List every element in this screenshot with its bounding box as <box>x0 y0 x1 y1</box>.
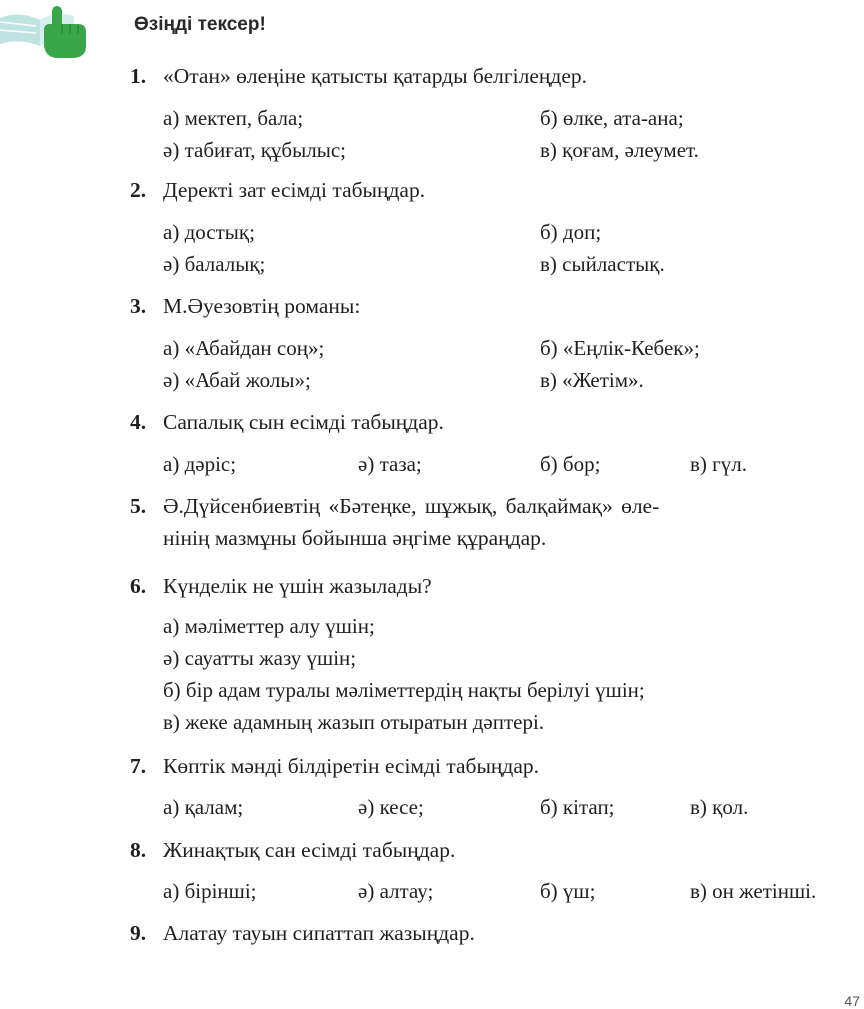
option-v: в) сыйластық. <box>540 252 665 276</box>
question-number: 2. <box>130 178 147 202</box>
question-number: 7. <box>130 754 147 778</box>
option-b: б) «Еңлік-Кебек»; <box>540 336 700 360</box>
option-b: б) бор; <box>540 452 601 476</box>
option-b: б) бір адам туралы мәліметтердің нақты берілуі үшін; <box>163 678 645 702</box>
option-ae: ә) табиғат, құбылыс; <box>163 138 346 162</box>
option-v: в) қоғам, әлеумет. <box>540 138 699 162</box>
option-v: в) қол. <box>690 795 749 819</box>
question-number: 8. <box>130 838 147 862</box>
question-text-line-1: Ә.Дүйсенбиевтің «Бәтеңке, шұжық, балқаймақ» өле- <box>163 494 660 518</box>
option-a: а) «Абайдан соң»; <box>163 336 325 360</box>
option-a: а) дәріс; <box>163 452 237 476</box>
option-ae: ә) «Абай жолы»; <box>163 368 311 392</box>
option-b: б) үш; <box>540 879 596 903</box>
option-ae: ә) кесе; <box>358 795 424 819</box>
option-v: в) жеке адамның жазып отыратын дәптері. <box>163 710 545 734</box>
pointing-hand-book-icon <box>0 0 110 70</box>
page-number: 47 <box>844 993 860 1009</box>
question-text: Жинақтық сан есімді табыңдар. <box>163 838 456 862</box>
option-b: б) өлке, ата-ана; <box>540 106 684 130</box>
question-text: Алатау тауын сипаттап жазыңдар. <box>163 921 475 945</box>
option-b: б) доп; <box>540 220 602 244</box>
question-text: М.Әуезовтің романы: <box>163 294 361 318</box>
option-a: а) қалам; <box>163 795 244 819</box>
question-number: 9. <box>130 921 147 945</box>
question-text: Сапалық сын есімді табыңдар. <box>163 410 444 434</box>
question-number: 3. <box>130 294 147 318</box>
page-heading: Өзіңді тексер! <box>134 14 266 35</box>
option-v: в) гүл. <box>690 452 748 476</box>
option-a: а) мәліметтер алу үшін; <box>163 614 375 638</box>
question-text: Күнделік не үшін жазылады? <box>163 574 432 598</box>
question-number: 6. <box>130 574 147 598</box>
option-a: а) мектеп, бала; <box>163 106 304 130</box>
option-b: б) кітап; <box>540 795 615 819</box>
option-a: а) достық; <box>163 220 255 244</box>
question-text-line-2: нінің мазмұны бойынша әңгіме құраңдар. <box>163 526 547 550</box>
option-v: в) «Жетім». <box>540 368 644 392</box>
option-ae: ә) таза; <box>358 452 422 476</box>
question-number: 4. <box>130 410 147 434</box>
option-ae: ә) сауатты жазу үшін; <box>163 646 357 670</box>
question-text: Деректі зат есімді табыңдар. <box>163 178 426 202</box>
question-text: Көптік мәнді білдіретін есімді табыңдар. <box>163 754 540 778</box>
option-ae: ә) балалық; <box>163 252 266 276</box>
question-text: «Отан» өлеңіне қатысты қатарды белгілеңдер. <box>163 64 588 88</box>
question-number: 5. <box>130 494 147 518</box>
option-v: в) он жетінші. <box>690 879 817 903</box>
option-a: а) бірінші; <box>163 879 257 903</box>
question-number: 1. <box>130 64 147 88</box>
option-ae: ә) алтау; <box>358 879 434 903</box>
